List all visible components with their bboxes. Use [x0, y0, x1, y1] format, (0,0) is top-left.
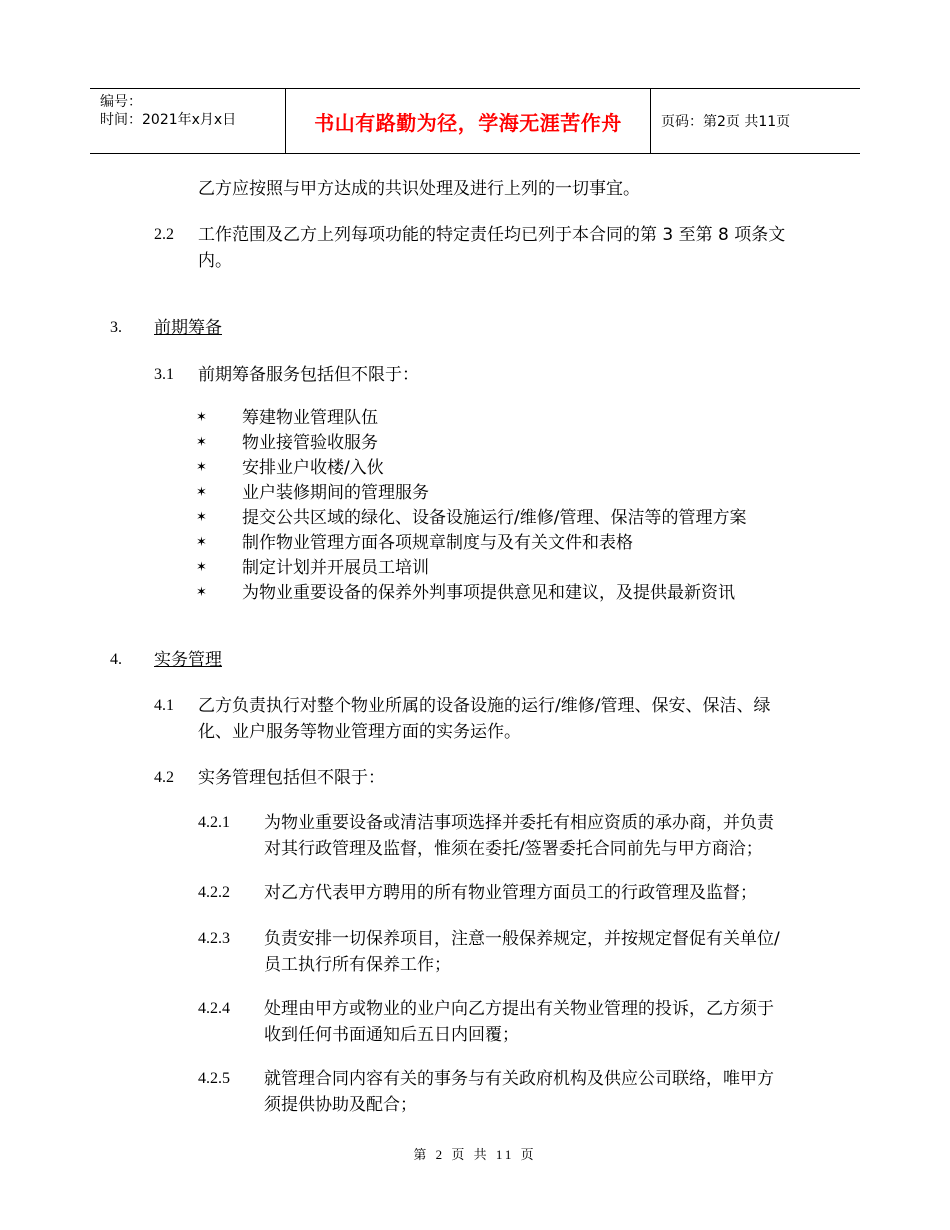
bullet-marker: ✶ [196, 485, 207, 500]
list-item: 为物业重要设备的保养外判事项提供意见和建议，及提供最新资讯 [242, 583, 735, 603]
header-slogan: 书山有路勤为径，学海无涯苦作舟 [286, 89, 651, 153]
subsection-number: 4.2.5 [198, 1070, 230, 1087]
section-3-1-number: 3.1 [154, 366, 174, 383]
list-item: 安排业户收楼/入伙 [242, 458, 384, 478]
header-page-info: 页码：第2页 共11页 [661, 114, 791, 130]
section-4-number: 4. [110, 651, 122, 668]
subsection-line2: 员工执行所有保养工作； [264, 955, 451, 975]
subsection-line1: 处理由甲方或物业的业户向乙方提出有关物业管理的投诉，乙方须于 [264, 999, 774, 1019]
section-4-2-number: 4.2 [154, 769, 174, 786]
list-item: 提交公共区域的绿化、设备设施运行/维修/管理、保洁等的管理方案 [242, 508, 747, 528]
section-4-title: 实务管理 [154, 650, 222, 670]
section-4-1-number: 4.1 [154, 697, 174, 714]
bullet-marker: ✶ [196, 435, 207, 450]
section-4-2-text: 实务管理包括但不限于： [198, 768, 385, 788]
section-4-1-line1: 乙方负责执行对整个物业所属的设备设施的运行/维修/管理、保安、保洁、绿 [198, 696, 771, 716]
section-2-2-line2: 内。 [198, 251, 232, 271]
subsection-line1: 对乙方代表甲方聘用的所有物业管理方面员工的行政管理及监督； [264, 883, 757, 903]
section-3-1-text: 前期筹备服务包括但不限于： [198, 365, 419, 385]
document-time: 时间：2021年x月x日 [100, 112, 237, 128]
subsection-line1: 负责安排一切保养项目，注意一般保养规定，并按规定督促有关单位/ [264, 929, 780, 949]
document-number: 编号： [100, 94, 142, 110]
list-item: 制作物业管理方面各项规章制度与及有关文件和表格 [242, 533, 633, 553]
list-item: 业户装修期间的管理服务 [242, 483, 429, 503]
bullet-marker: ✶ [196, 560, 207, 575]
section-2-2-number: 2.2 [154, 226, 174, 243]
bullet-marker: ✶ [196, 585, 207, 600]
bullet-marker: ✶ [196, 410, 207, 425]
subsection-line1: 为物业重要设备或清洁事项选择并委托有相应资质的承办商，并负责 [264, 813, 774, 833]
list-item: 物业接管验收服务 [242, 433, 378, 453]
list-item: 制定计划并开展员工培训 [242, 558, 429, 578]
section-4-1-line2: 化、业户服务等物业管理方面的实务运作。 [198, 722, 521, 742]
section-3-title: 前期筹备 [154, 318, 222, 338]
bullet-marker: ✶ [196, 460, 207, 475]
subsection-line2: 对其行政管理及监督，惟须在委托/签署委托合同前先与甲方商洽； [264, 839, 763, 859]
section-3-number: 3. [110, 319, 122, 336]
list-item: 筹建物业管理队伍 [242, 408, 378, 428]
subsection-line1: 就管理合同内容有关的事务与有关政府机构及供应公司联络，唯甲方 [264, 1069, 774, 1089]
page-footer: 第 2 页 共 11 页 [413, 1147, 537, 1162]
subsection-number: 4.2.2 [198, 884, 230, 901]
subsection-number: 4.2.4 [198, 1000, 230, 1017]
header-meta [90, 89, 286, 153]
bullet-marker: ✶ [196, 535, 207, 550]
intro-paragraph: 乙方应按照与甲方达成的共识处理及进行上列的一切事宜。 [198, 179, 640, 199]
subsection-number: 4.2.1 [198, 814, 230, 831]
section-2-2-line1: 工作范围及乙方上列每项功能的特定责任均已列于本合同的第 3 至第 8 项条文 [198, 225, 786, 245]
subsection-line2: 须提供协助及配合； [264, 1095, 417, 1115]
subsection-number: 4.2.3 [198, 930, 230, 947]
subsection-line2: 收到任何书面通知后五日内回覆； [264, 1025, 519, 1045]
bullet-marker: ✶ [196, 510, 207, 525]
page-header [90, 88, 860, 154]
